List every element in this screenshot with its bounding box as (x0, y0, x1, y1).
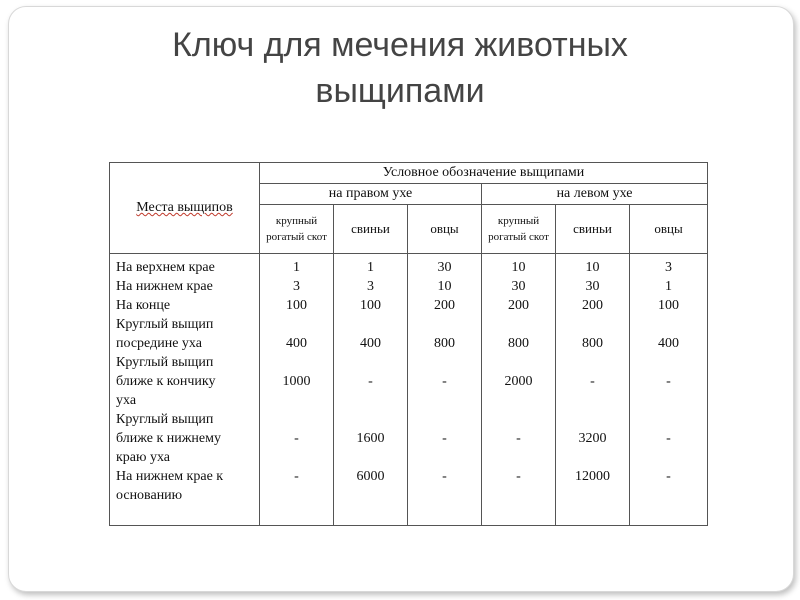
place-label-line: краю уха (116, 450, 171, 465)
table-value-cell: 30 (585, 279, 600, 294)
table-value-spacer (408, 486, 481, 505)
table-value-spacer (334, 486, 407, 505)
table-value-cell: - (590, 374, 595, 389)
table-value-spacer (408, 315, 481, 334)
title-line-2: выщипами (315, 72, 485, 110)
table-value-spacer (260, 486, 333, 505)
table-value-cell: 30 (511, 279, 526, 294)
table-value-cell: 200 (508, 298, 529, 313)
values-column-cattle-left (482, 254, 556, 526)
table-value-cell: 100 (286, 298, 307, 313)
place-label-line: На нижнем крае (116, 279, 213, 294)
table-value-cell: 30 (437, 260, 452, 275)
values-column-sheep-right (408, 254, 482, 526)
table-value-cell: 400 (286, 336, 307, 351)
place-label-line: ближе к кончику (116, 374, 216, 389)
table-value-cell: - (294, 469, 299, 484)
table-value-cell: - (442, 431, 447, 446)
table-value-cell: 2000 (504, 374, 533, 389)
places-header-text: Места выщипов (136, 200, 233, 215)
place-label-line: На нижнем крае к (116, 469, 224, 484)
right-ear-header: на правом ухе (260, 184, 482, 205)
table-value-spacer (260, 315, 333, 334)
table-value-cell: - (442, 374, 447, 389)
table-value-cell: - (666, 374, 671, 389)
table-value-cell: 200 (434, 298, 455, 313)
table-value-cell: 12000 (575, 469, 610, 484)
place-label-line: На конце (116, 298, 171, 313)
table-value-cell: - (516, 469, 521, 484)
table-value-spacer (630, 353, 707, 372)
table-value-spacer (260, 391, 333, 410)
table-value-spacer (334, 448, 407, 467)
table-value-cell: 1 (293, 260, 300, 275)
table-value-cell: 800 (434, 336, 455, 351)
table-value-cell: 10 (511, 260, 526, 275)
table-value-cell: - (666, 431, 671, 446)
table-value-spacer (334, 353, 407, 372)
values-column-cattle-right (260, 254, 334, 526)
place-label-line: уха (116, 393, 137, 408)
table-value-cell: - (516, 431, 521, 446)
title-line-1: Ключ для мечения животных (172, 26, 628, 64)
place-label-line: Круглый выщип (116, 355, 214, 370)
values-column-pigs-right (334, 254, 408, 526)
table-value-spacer (630, 486, 707, 505)
place-labels-column (110, 254, 260, 526)
table-value-cell: 3 (665, 260, 673, 275)
table-value-cell: - (666, 469, 671, 484)
marking-key-table (109, 162, 708, 526)
table-value-cell: 6000 (356, 469, 385, 484)
table-value-cell: 1000 (282, 374, 311, 389)
table-value-cell: 1600 (356, 431, 385, 446)
animal-header-cattle-left: крупный рогатый скот (482, 205, 556, 254)
table-value-cell: 100 (360, 298, 381, 313)
table-value-cell: 3 (293, 279, 300, 294)
table-value-cell: 1 (665, 279, 673, 294)
table-value-spacer (556, 486, 629, 505)
table-value-spacer (408, 391, 481, 410)
table-value-cell: - (368, 374, 373, 389)
table-value-spacer (482, 353, 555, 372)
table-value-spacer (482, 448, 555, 467)
notation-group-header: Условное обозначение выщипами (260, 163, 708, 184)
table-value-spacer (260, 353, 333, 372)
table-value-spacer (482, 410, 555, 429)
table-value-cell: 3 (367, 279, 374, 294)
table-value-spacer (482, 315, 555, 334)
table-value-spacer (556, 315, 629, 334)
table-value-spacer (556, 353, 629, 372)
values-column-pigs-left (556, 254, 630, 526)
table-value-spacer (260, 410, 333, 429)
table-value-spacer (630, 448, 707, 467)
table-value-cell: 100 (658, 298, 680, 313)
table-value-cell: 800 (582, 336, 603, 351)
place-label-line: основанию (116, 488, 183, 503)
animal-header-cattle-right: крупный рогатый скот (260, 205, 334, 254)
animal-header-pigs-left: свиньи (556, 205, 630, 254)
place-label-line: На верхнем крае (116, 260, 215, 275)
place-label-line: Круглый выщип (116, 317, 214, 332)
left-ear-header: на левом ухе (482, 184, 708, 205)
slide-title (0, 22, 800, 114)
animal-header-sheep-right: овцы (408, 205, 482, 254)
table-value-cell: 400 (658, 336, 680, 351)
table-value-spacer (556, 410, 629, 429)
table-value-cell: 3200 (578, 431, 607, 446)
table-value-spacer (556, 448, 629, 467)
table-value-spacer (408, 353, 481, 372)
table-value-spacer (334, 315, 407, 334)
table-value-spacer (630, 315, 707, 334)
table-value-cell: 200 (582, 298, 603, 313)
table-value-spacer (482, 486, 555, 505)
animal-header-pigs-right: свиньи (334, 205, 408, 254)
table-value-cell: 800 (508, 336, 529, 351)
table-value-spacer (556, 391, 629, 410)
table-value-cell: 10 (585, 260, 600, 275)
table-value-cell: 400 (360, 336, 381, 351)
table-value-spacer (408, 410, 481, 429)
table-value-spacer (334, 391, 407, 410)
table-value-spacer (260, 448, 333, 467)
places-header (110, 163, 260, 254)
place-label-line: Круглый выщип (116, 412, 214, 427)
table-value-spacer (630, 410, 707, 429)
table-value-cell: 10 (437, 279, 452, 294)
values-column-sheep-left (630, 254, 708, 526)
table-value-cell: 1 (367, 260, 374, 275)
animal-header-sheep-left: овцы (630, 205, 708, 254)
table-value-spacer (630, 391, 707, 410)
place-label-line: ближе к нижнему (116, 431, 221, 446)
table-value-spacer (482, 391, 555, 410)
table-value-spacer (408, 448, 481, 467)
table-value-cell: - (294, 431, 299, 446)
place-label-line: посредине уха (116, 336, 202, 351)
table-value-cell: - (442, 469, 447, 484)
table-value-spacer (334, 410, 407, 429)
